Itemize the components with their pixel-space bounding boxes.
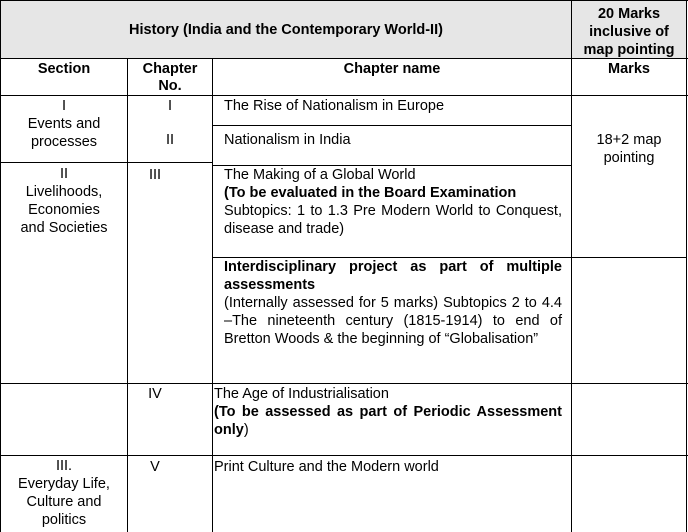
- project-description: (Internally assessed for 5 marks) Subtopics 2 to 4.4 –The nineteenth century (1815-1914) to end of Bretton Woods & the beginning of “Globalisation”: [224, 295, 562, 347]
- marks-value: 18+2 map: [596, 132, 662, 148]
- section-name: processes: [30, 134, 98, 150]
- column-divider: [571, 0, 572, 532]
- chapter-number: IV: [148, 386, 162, 402]
- table-border-left: [0, 0, 1, 532]
- section-name: and Societies: [20, 220, 108, 236]
- chapter-note: Subtopics: 1 to 1.3 Pre Modern World to Conquest, disease and trade): [224, 203, 562, 237]
- section-number: II: [59, 166, 69, 182]
- marks-header-line3: map pointing: [583, 42, 675, 58]
- chapter-number: II: [165, 132, 175, 148]
- table-border-right: [686, 0, 687, 532]
- section-number: III.: [55, 458, 73, 474]
- chapter-number: V: [150, 459, 160, 475]
- section-name: politics: [41, 512, 87, 528]
- row-divider: [0, 455, 688, 456]
- column-header-chapter-name: Chapter name: [343, 61, 441, 77]
- section-name: Economies: [28, 202, 100, 218]
- section-name: Culture and: [26, 494, 102, 510]
- chapter-name: The Age of Industrialisation: [214, 386, 389, 402]
- chapter-note-bold-text: (To be assessed as part of Periodic Assessment only: [214, 404, 562, 438]
- section-number: I: [61, 98, 67, 114]
- chapter-name: The Making of a Global World: [224, 167, 416, 183]
- section-name: Everyday Life,: [18, 476, 110, 492]
- chapter-note-bold: [214, 403, 562, 439]
- chapter-note-close: ): [243, 422, 249, 438]
- column-divider: [212, 58, 213, 532]
- chapter-number: I: [167, 98, 173, 114]
- row-divider: [0, 383, 688, 384]
- row-divider: [212, 125, 571, 126]
- table-title: History (India and the Contemporary World-II): [129, 22, 443, 38]
- marks-value: pointing: [603, 150, 655, 166]
- marks-header-line2: inclusive of: [589, 24, 669, 40]
- chapter-name: Print Culture and the Modern world: [214, 459, 439, 475]
- chapter-note-bold: (To be evaluated in the Board Examination: [224, 185, 517, 201]
- chapter-name: The Rise of Nationalism in Europe: [224, 98, 445, 114]
- column-header-chapter-no-line2: No.: [158, 78, 182, 94]
- section-name: Events and: [27, 116, 101, 132]
- row-divider: [0, 162, 212, 163]
- chapter-name: Nationalism in India: [224, 132, 351, 148]
- marks-header-line1: 20 Marks: [597, 6, 661, 22]
- column-header-marks: Marks: [608, 61, 650, 77]
- project-title: Interdisciplinary project as part of multiple assessments: [224, 259, 562, 293]
- row-divider: [0, 95, 688, 96]
- section-name: Livelihoods,: [25, 184, 103, 200]
- column-header-section: Section: [37, 61, 91, 77]
- chapter-number: III: [148, 167, 162, 183]
- column-header-chapter-no-line1: Chapter: [142, 61, 198, 77]
- table-border-top: [0, 0, 688, 1]
